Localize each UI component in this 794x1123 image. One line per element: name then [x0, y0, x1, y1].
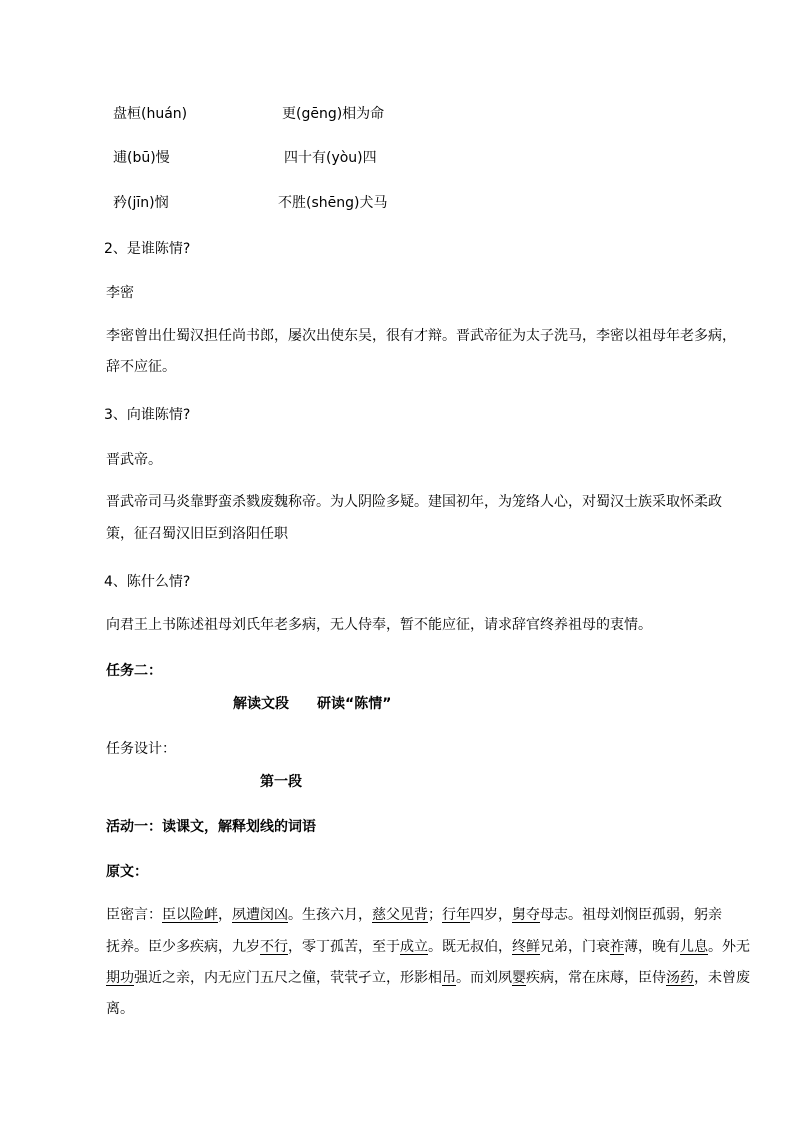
underlined-term: 夙遭闵凶	[232, 907, 288, 923]
pinyin-left-3: 矜(jīn)悯	[113, 195, 169, 211]
q3-detail-line2: 策，征召蜀汉旧臣到洛阳任职	[106, 526, 288, 542]
underlined-term: 儿息	[680, 939, 708, 955]
task2-subtitle: 解读文段 研读“陈情”	[233, 696, 392, 712]
text-segment: ，零丁孤苦，至于	[288, 939, 400, 955]
text-segment: 兄弟，门衰	[540, 939, 610, 955]
original-line-4	[106, 1000, 134, 1018]
section-title: 第一段	[260, 774, 302, 790]
task2-design-label: 任务设计：	[106, 741, 176, 757]
original-label: 原文：	[106, 864, 148, 880]
underlined-term: 期功	[106, 970, 134, 986]
text-segment: 臣密言：	[106, 907, 162, 923]
text-segment: 。既无叔伯，	[428, 939, 512, 955]
underlined-term: 汤药	[666, 970, 694, 986]
text-segment: ，未曾废	[694, 970, 750, 986]
text-segment: 。而刘夙	[456, 970, 512, 986]
text-segment: 四岁，	[470, 907, 512, 923]
text-segment: 。生孩六月，	[288, 907, 372, 923]
underlined-term: 祚	[610, 939, 624, 955]
underlined-term: 终鲜	[512, 939, 540, 955]
text-segment: 。外无	[708, 939, 750, 955]
original-line-2	[106, 938, 750, 956]
text-segment: 抚养。臣少多疾病，九岁	[106, 939, 260, 955]
underlined-term: 婴	[512, 970, 526, 986]
task2-heading: 任务二：	[106, 663, 162, 679]
question-4: 4、陈什么情?	[104, 574, 191, 590]
underlined-term: 慈父见背	[372, 907, 428, 923]
text-segment: ，	[218, 907, 232, 923]
text-segment: 母志。祖母刘悯臣孤弱，躬亲	[540, 907, 722, 923]
underlined-term: 行年	[442, 907, 470, 923]
pinyin-left-2: 逋(bū)慢	[113, 150, 170, 166]
underlined-term: 成立	[400, 939, 428, 955]
text-segment: ；	[428, 907, 442, 923]
original-line-3	[106, 969, 750, 987]
underlined-term: 舅夺	[512, 907, 540, 923]
answer-2: 李密	[106, 285, 134, 301]
pinyin-right-1: 更(gēng)相为命	[282, 106, 385, 122]
pinyin-right-2: 四十有(yòu)四	[284, 150, 377, 166]
text-segment: 疾病，常在床蓐，臣侍	[526, 970, 666, 986]
original-line-1	[106, 906, 722, 924]
question-2: 2、是谁陈情?	[104, 241, 191, 257]
underlined-term: 不行	[260, 939, 288, 955]
underlined-term: 吊	[442, 970, 456, 986]
text-segment: 薄，晚有	[624, 939, 680, 955]
pinyin-right-3: 不胜(shēng)犬马	[278, 195, 388, 211]
answer-3: 晋武帝。	[106, 452, 162, 468]
answer-4: 向君王上书陈述祖母刘氏年老多病，无人侍奉，暂不能应征，请求辞官终养祖母的衷情。	[106, 617, 652, 633]
pinyin-left-1: 盘桓(huán)	[113, 106, 188, 122]
q2-detail-line1: 李密曾出仕蜀汉担任尚书郎，屡次出使东吴，很有才辩。晋武帝征为太子洗马，李密以祖母年老多病，	[106, 328, 736, 344]
text-segment: 强近之亲，内无应门五尺之僮，茕茕孑立，形影相	[134, 970, 442, 986]
text-segment: 离。	[106, 1001, 134, 1017]
q2-detail-line2: 辞不应征。	[106, 359, 176, 375]
underlined-term: 臣以险衅	[162, 907, 218, 923]
q3-detail-line1: 晋武帝司马炎靠野蛮杀戮废魏称帝。为人阴险多疑。建国初年，为笼络人心，对蜀汉士族采取怀柔政	[106, 494, 722, 510]
question-3: 3、向谁陈情?	[104, 407, 191, 423]
activity-heading: 活动一：读课文，解释划线的词语	[106, 819, 316, 835]
